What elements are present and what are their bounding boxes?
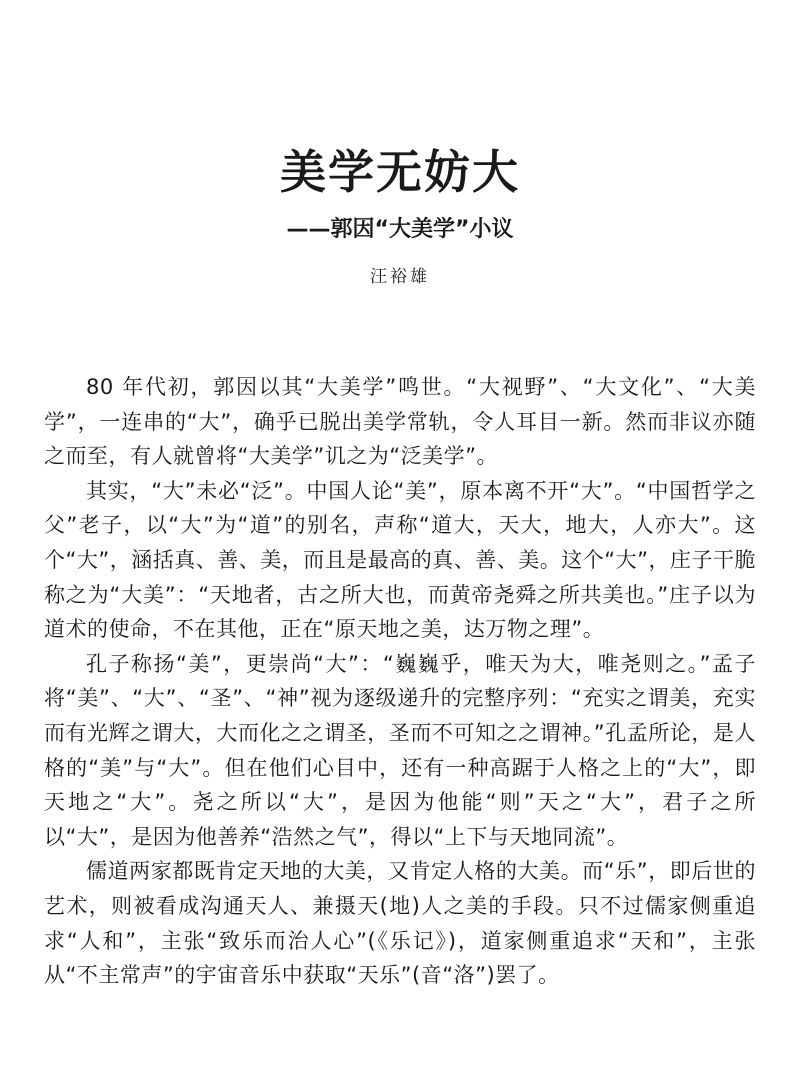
paragraph: 儒道两家都既肯定天地的大美，又肯定人格的大美。而“乐”，即后世的艺术，则被看成沟通天人、兼摄天(地)人之美的手段。只不过儒家侧重追求“人和”，主张“致乐而治人心”(《乐记》)，道家侧重追求“天和”，主张从“不主常声”的宇宙音乐中获取“天乐”(音“洛”)罢了。	[44, 859, 756, 988]
paragraph: 孔子称扬“美”，更崇尚“大”：“巍巍乎，唯天为大，唯尧则之。”孟子将“美”、“大”、“圣”、“神”视为逐级递升的完整序列：“充实之谓美，充实而有光辉之谓大，大而化之之谓圣，圣而不可知之之谓神。”孔孟所论，是人格的“美”与“大”。但在他们心目中，还有一种高踞于人格之上的“大”，即天地之“大”。尧之所以“大”，是因为他能“则”天之“大”，君子之所以“大”，是因为他善养“浩然之气”，得以“上下与天地同流”。	[44, 651, 756, 849]
article-title: 美学无妨大	[280, 145, 520, 199]
article-author: 汪裕雄	[370, 267, 430, 287]
article-subtitle: ——郭因“大美学”小议	[286, 217, 514, 242]
article-body	[44, 370, 756, 993]
paragraph: 其实，“大”未必“泛”。中国人论“美”，原本离不开“大”。“中国哲学之父”老子，以“大”为“道”的别名，声称“道大，天大，地大，人亦大”。这个“大”，涵括真、善、美，而且是最高的真、善、美。这个“大”，庄子干脆称之为“大美”：“天地者，古之所大也，而黄帝尧舜之所共美也。”庄子以为道术的使命，不在其他，正在“原天地之美，达万物之理”。	[44, 478, 757, 642]
paragraph: 80 年代初，郭因以其“大美学”鸣世。“大视野”、“大文化”、“大美学”，一连串的“大”，确乎已脱出美学常轨，令人耳目一新。然而非议亦随之而至，有人就曾将“大美学”讥之为“泛美学”。	[44, 375, 756, 469]
